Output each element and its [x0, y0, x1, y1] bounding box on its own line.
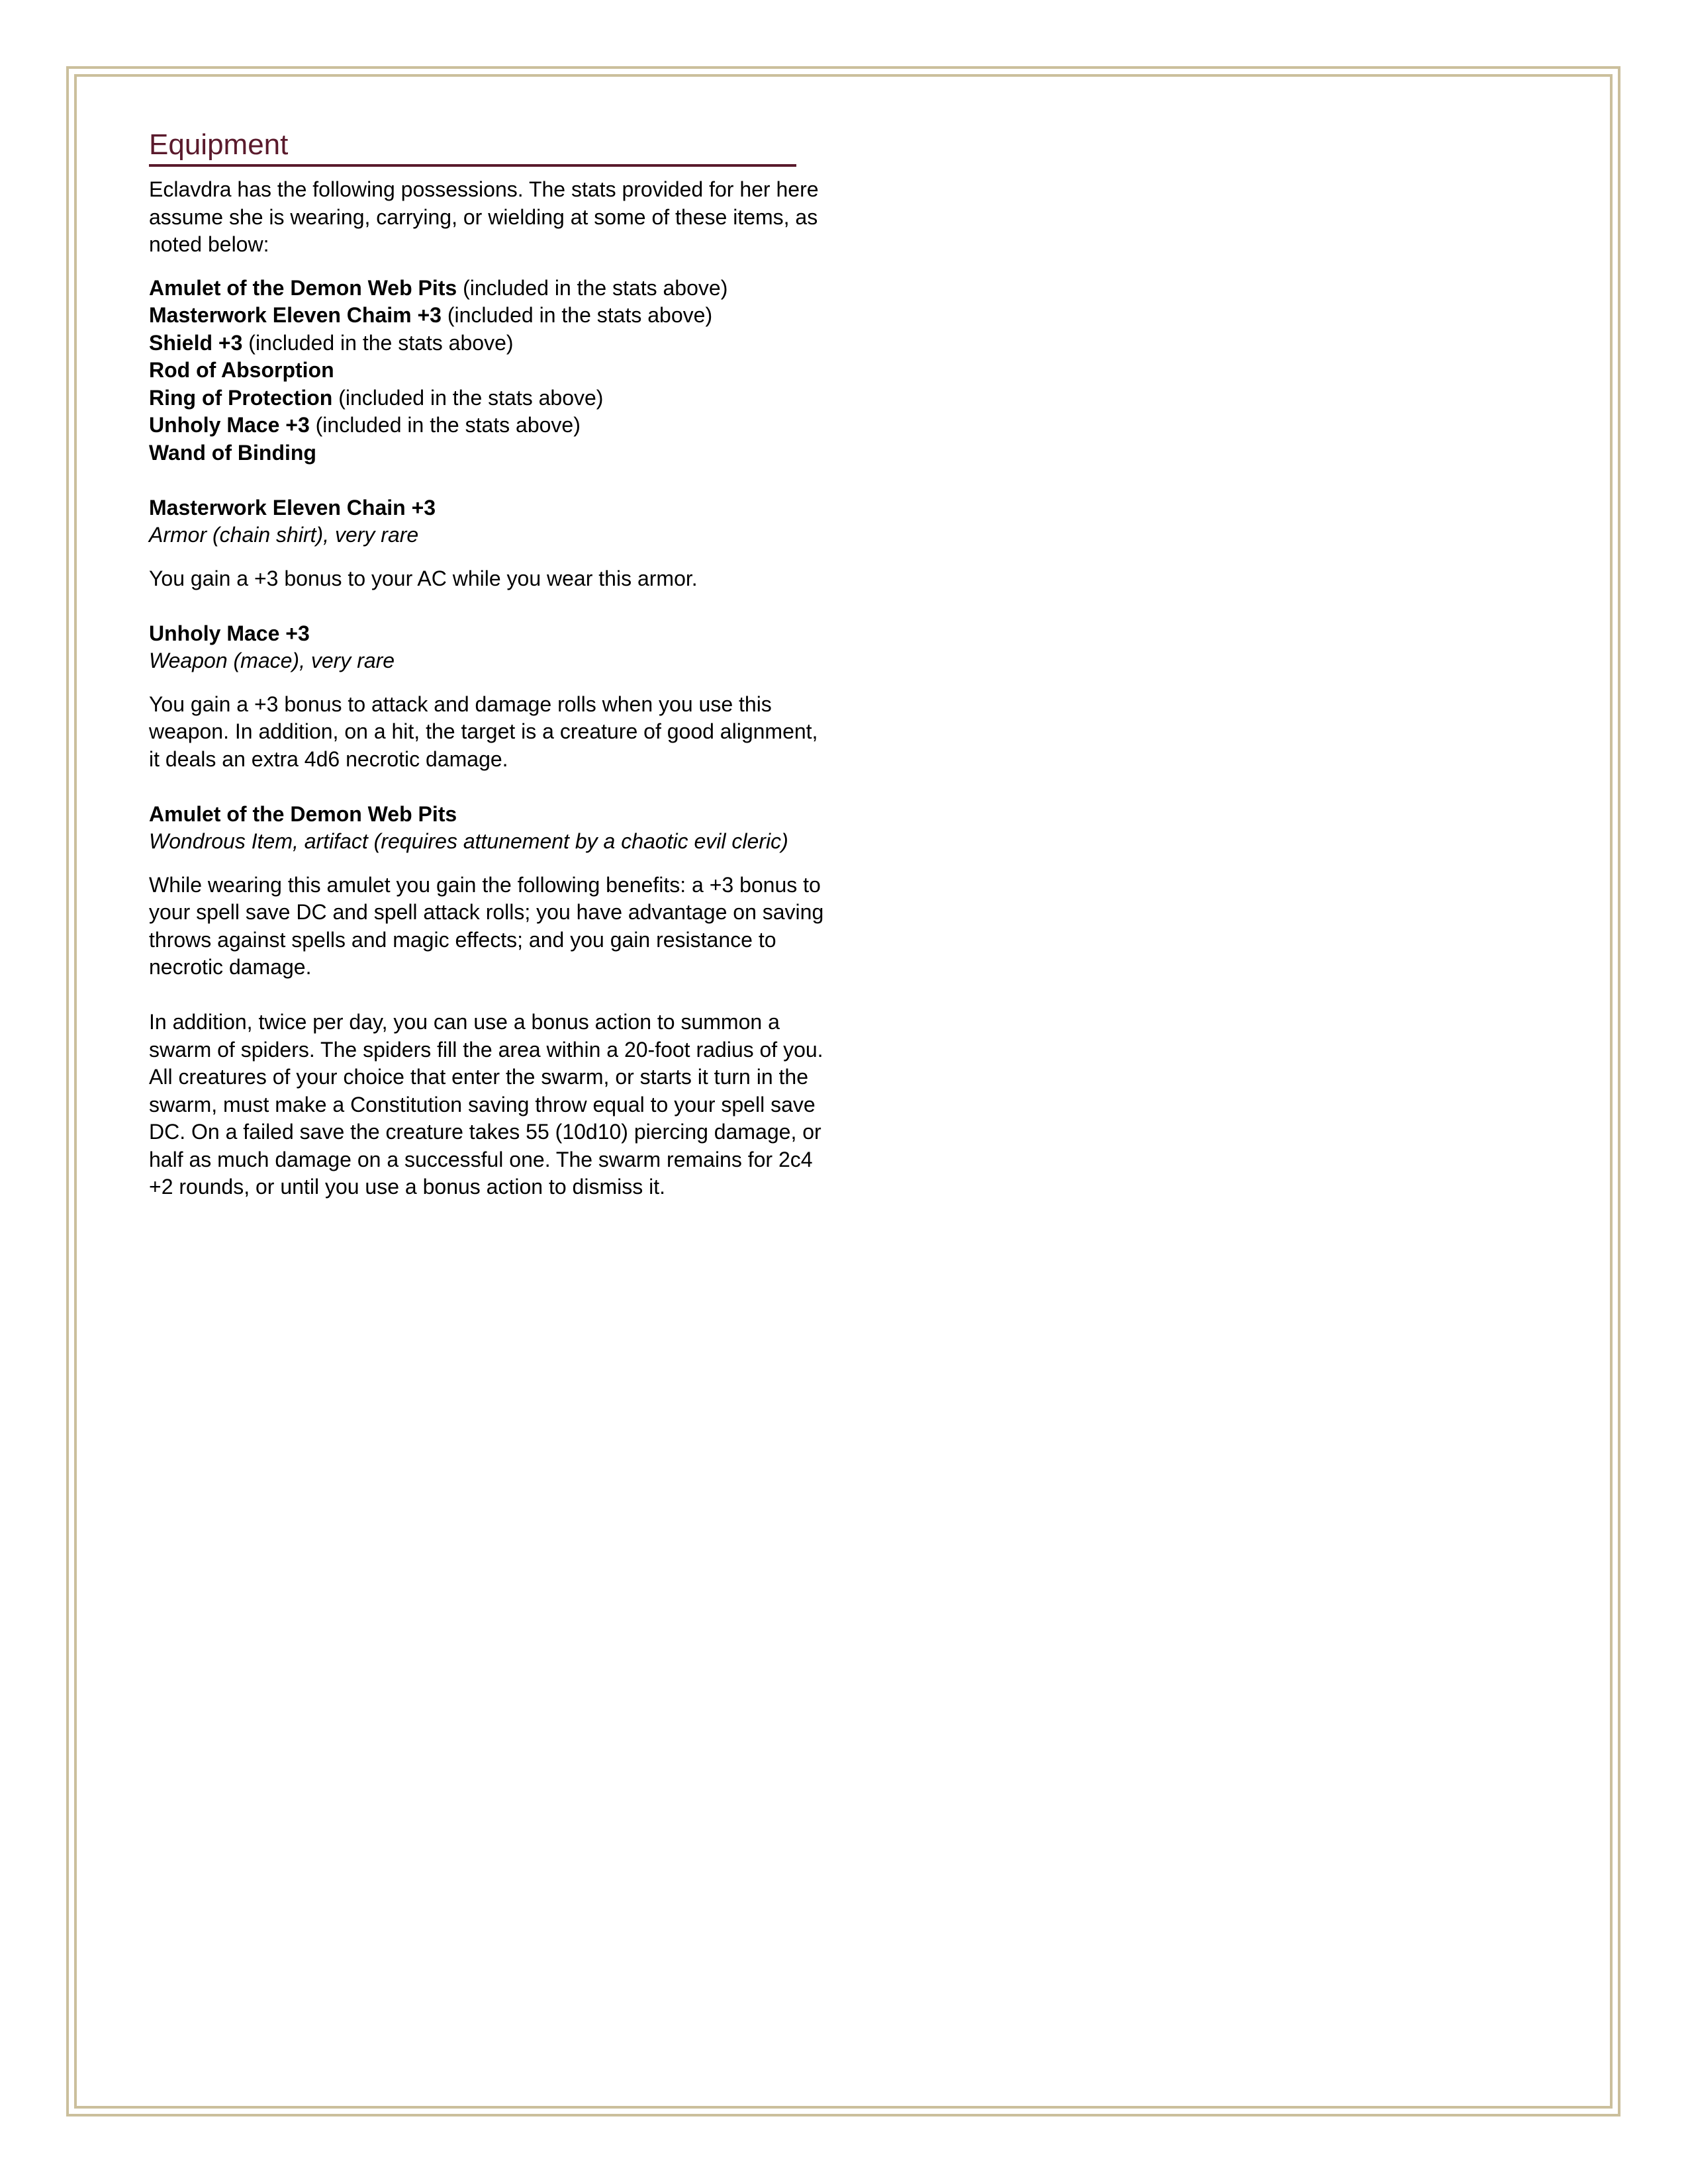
entry-title: Masterwork Eleven Chain +3 [149, 495, 436, 520]
list-item [149, 330, 831, 357]
entry-type: Wondrous Item, artifact (requires attunement by a chaotic evil cleric) [149, 829, 788, 853]
list-item [149, 439, 831, 467]
list-item [149, 385, 831, 412]
section-heading: Equipment [149, 126, 796, 167]
entry-mace [149, 620, 831, 774]
entry-type: Armor (chain shirt), very rare [149, 523, 419, 547]
item-name: Rod of Absorption [149, 358, 334, 382]
item-name: Masterwork Eleven Chaim +3 [149, 303, 442, 327]
possessions-list [149, 275, 831, 467]
entry-description: While wearing this amulet you gain the following benefits: a +3 bonus to your spell save DC and spell attack rolls; you have advantage on saving throws against spells and magic effects; and you gain resistance to necrotic damage. [149, 872, 824, 979]
entry-description-continued: In addition, twice per day, you can use a bonus action to summon a swarm of spiders. The spiders fill the area within a 20-foot radius of you. All creatures of your choice that enter the swarm, or starts it turn in the swarm, must make a Constitution saving throw equal to your spell save DC. On a failed save the creature takes 55 (10d10) piercing damage, or half as much damage on a successful one. The swarm remains for 2c4 +2 rounds, or until you use a bonus action to dismiss it. [149, 1010, 823, 1199]
entry-title: Unholy Mace +3 [149, 621, 310, 645]
item-note: (included in the stats above) [457, 275, 728, 300]
item-name: Unholy Mace +3 [149, 413, 310, 437]
item-name: Wand of Binding [149, 440, 316, 465]
list-item [149, 275, 831, 302]
item-name: Ring of Protection [149, 385, 333, 410]
item-note: (included in the stats above) [242, 330, 514, 355]
item-note: (included in the stats above) [441, 303, 713, 327]
item-name: Shield +3 [149, 330, 243, 355]
entry-amulet [149, 801, 831, 1201]
entry-chain [149, 494, 831, 593]
entry-description: You gain a +3 bonus to your AC while you wear this armor. [149, 566, 698, 590]
document-content [149, 126, 831, 1228]
list-item [149, 357, 831, 385]
item-name: Amulet of the Demon Web Pits [149, 275, 457, 300]
entry-type: Weapon (mace), very rare [149, 649, 395, 672]
item-note: (included in the stats above) [332, 385, 604, 410]
intro-paragraph: Eclavdra has the following possessions. The stats provided for her here assume she is wearing, carrying, or wielding at some of these items, as noted below: [149, 177, 819, 256]
list-item [149, 412, 831, 439]
entry-description: You gain a +3 bonus to attack and damage rolls when you use this weapon. In addition, on a hit, the target is a creature of good alignment, it deals an extra 4d6 necrotic damage. [149, 692, 818, 771]
item-note: (included in the stats above) [309, 413, 581, 437]
list-item [149, 302, 831, 330]
entry-title: Amulet of the Demon Web Pits [149, 801, 457, 826]
